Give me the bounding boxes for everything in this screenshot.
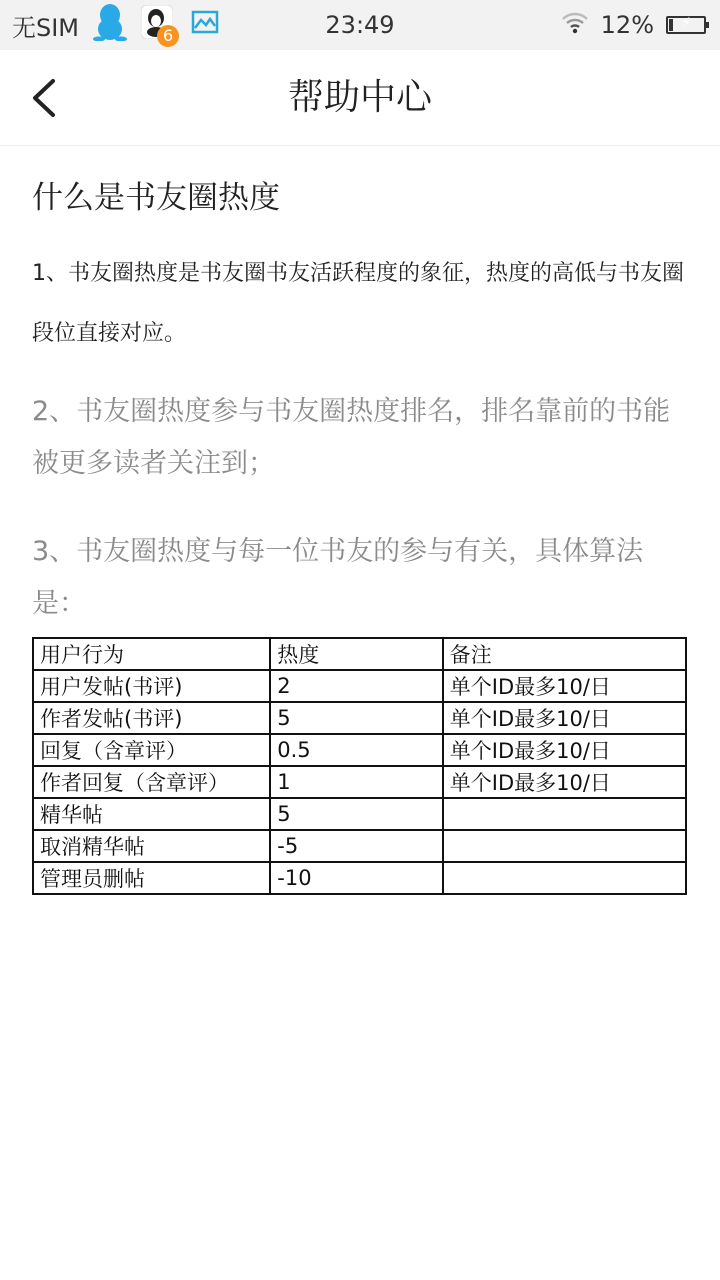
- table-row: [33, 670, 686, 702]
- table-cell: 回复（含章评）: [33, 734, 270, 766]
- status-time: 23:49: [325, 11, 395, 39]
- table-cell: 取消精华帖: [33, 830, 270, 862]
- paragraph-3: 3、书友圈热度与每一位书友的参与有关，具体算法是：: [32, 536, 644, 619]
- article-title: 什么是书友圈热度: [32, 180, 280, 216]
- table-cell: [443, 798, 686, 830]
- table-cell: -5: [270, 830, 442, 862]
- table-header-row: [33, 638, 686, 670]
- table-row: [33, 734, 686, 766]
- nav-bar: [0, 50, 720, 146]
- table-cell: 2: [270, 670, 442, 702]
- notification-badge: 6: [157, 25, 179, 47]
- qq-notification-icon: [141, 5, 177, 45]
- table-row: [33, 862, 686, 894]
- table-cell: 作者回复（含章评）: [33, 766, 270, 798]
- gallery-icon: [191, 10, 219, 40]
- paragraph-2: 2、书友圈热度参与书友圈热度排名，排名靠前的书能被更多读者关注到；: [32, 396, 671, 479]
- table-cell: 单个ID最多10/日: [443, 702, 686, 734]
- carrier-label: 无SIM: [12, 13, 80, 42]
- qq-penguin-icon: [93, 3, 127, 47]
- table-cell: 5: [270, 798, 442, 830]
- table-row: [33, 702, 686, 734]
- table-cell: 单个ID最多10/日: [443, 734, 686, 766]
- battery-percent: 12%: [600, 11, 654, 39]
- header-cell: 备注: [443, 638, 686, 670]
- table-cell: [443, 862, 686, 894]
- status-bar: [0, 0, 720, 50]
- header-cell: 热度: [270, 638, 442, 670]
- table-cell: 作者发帖(书评): [33, 702, 270, 734]
- table-cell: [443, 830, 686, 862]
- page-title: 帮助中心: [287, 77, 432, 118]
- table-cell: 1: [270, 766, 442, 798]
- table-row: [33, 766, 686, 798]
- table-row: [33, 798, 686, 830]
- battery-charging-icon: ⚡: [666, 16, 706, 34]
- table-cell: 精华帖: [33, 798, 270, 830]
- paragraph-1: 1、书友圈热度是书友圈书友活跃程度的象征，热度的高低与书友圈段位直接对应。: [32, 261, 684, 346]
- table-cell: -10: [270, 862, 442, 894]
- table-cell: 0.5: [270, 734, 442, 766]
- table-cell: 用户发帖(书评): [33, 670, 270, 702]
- table-cell: 单个ID最多10/日: [443, 670, 686, 702]
- article-content: [32, 146, 688, 630]
- table-cell: 5: [270, 702, 442, 734]
- table-row: [33, 830, 686, 862]
- wifi-icon: [561, 10, 589, 40]
- table-cell: 单个ID最多10/日: [443, 766, 686, 798]
- header-cell: 用户行为: [33, 638, 270, 670]
- table-cell: 管理员删帖: [33, 862, 270, 894]
- heat-score-table: [32, 637, 687, 895]
